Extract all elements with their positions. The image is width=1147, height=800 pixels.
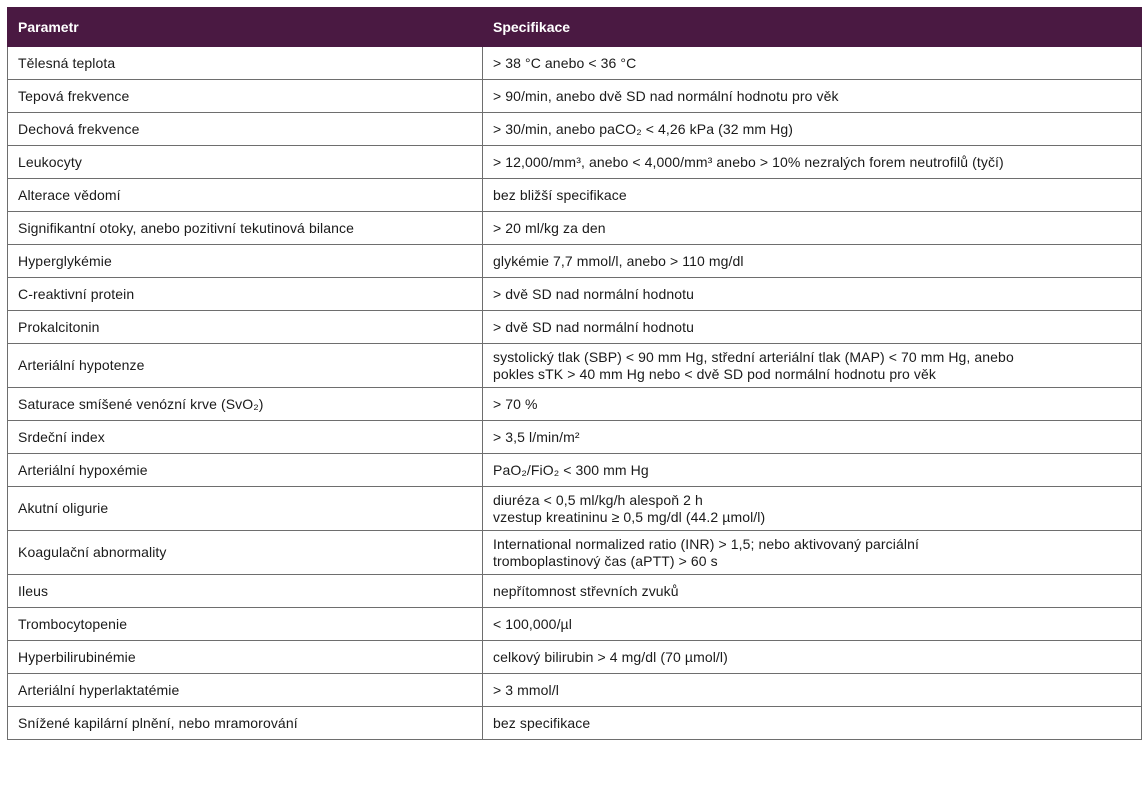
parameter-cell: Tělesná teplota [8, 47, 483, 80]
specification-line: > 20 ml/kg za den [493, 219, 606, 236]
parameter-cell: C-reaktivní protein [8, 278, 483, 311]
table-row [8, 146, 1142, 179]
table-row [8, 388, 1142, 421]
specification-line: bez specifikace [493, 714, 591, 731]
specification-line: nepřítomnost střevních zvuků [493, 582, 679, 599]
specification-cell [483, 47, 1142, 80]
specification-cell [483, 278, 1142, 311]
table-row [8, 707, 1142, 740]
specification-cell [483, 245, 1142, 278]
specification-line: systolický tlak (SBP) < 90 mm Hg, střední arteriální tlak (MAP) < 70 mm Hg, anebo [493, 348, 1014, 365]
table-body [8, 47, 1142, 740]
table-row [8, 531, 1142, 575]
specification-line: < 100,000/µl [493, 615, 572, 632]
table-row [8, 47, 1142, 80]
table-row [8, 421, 1142, 454]
table-row [8, 674, 1142, 707]
parameter-cell: Dechová frekvence [8, 113, 483, 146]
parameter-cell: Saturace smíšené venózní krve (SvO₂) [8, 388, 483, 421]
specification-line: > 70 % [493, 395, 538, 412]
specification-line: bez bližší specifikace [493, 186, 627, 203]
specification-line: International normalized ratio (INR) > 1,5; nebo aktivovaný parciální [493, 535, 919, 552]
parameter-cell: Arteriální hyperlaktatémie [8, 674, 483, 707]
parameter-cell: Prokalcitonin [8, 311, 483, 344]
parameter-cell: Koagulační abnormality [8, 531, 483, 575]
table-row [8, 80, 1142, 113]
specification-line: > 90/min, anebo dvě SD nad normální hodnotu pro věk [493, 87, 839, 104]
specification-line: > dvě SD nad normální hodnotu [493, 318, 694, 335]
specification-cell [483, 388, 1142, 421]
specification-cell [483, 608, 1142, 641]
parameter-cell: Srdeční index [8, 421, 483, 454]
table-row [8, 311, 1142, 344]
parameter-cell: Trombocytopenie [8, 608, 483, 641]
parameter-cell: Ileus [8, 575, 483, 608]
parameter-cell: Akutní oligurie [8, 487, 483, 531]
specification-cell [483, 674, 1142, 707]
table-row [8, 212, 1142, 245]
table-row [8, 278, 1142, 311]
specification-line: tromboplastinový čas (aPTT) > 60 s [493, 552, 718, 569]
specification-line: > dvě SD nad normální hodnotu [493, 285, 694, 302]
specification-line: > 38 °C anebo < 36 °C [493, 54, 637, 71]
specification-line: > 30/min, anebo paCO₂ < 4,26 kPa (32 mm Hg) [493, 120, 793, 137]
parameter-cell: Leukocyty [8, 146, 483, 179]
specification-cell [483, 212, 1142, 245]
specification-line: PaO₂/FiO₂ < 300 mm Hg [493, 461, 649, 478]
parameter-cell: Hyperbilirubinémie [8, 641, 483, 674]
specification-cell [483, 531, 1142, 575]
specification-cell [483, 454, 1142, 487]
specification-cell [483, 344, 1142, 388]
parameter-cell: Signifikantní otoky, anebo pozitivní tekutinová bilance [8, 212, 483, 245]
criteria-table [7, 7, 1142, 740]
parameter-cell: Arteriální hypotenze [8, 344, 483, 388]
specification-cell [483, 80, 1142, 113]
specification-line: > 12,000/mm³, anebo < 4,000/mm³ anebo > 10% nezralých forem neutrofilů (tyčí) [493, 153, 1004, 170]
specification-line: diuréza < 0,5 ml/kg/h alespoň 2 h [493, 491, 703, 508]
table-row [8, 113, 1142, 146]
specification-line: > 3,5 l/min/m² [493, 428, 580, 445]
parameter-cell: Tepová frekvence [8, 80, 483, 113]
specification-line: glykémie 7,7 mmol/l, anebo > 110 mg/dl [493, 252, 744, 269]
specification-cell [483, 146, 1142, 179]
parameter-cell: Arteriální hypoxémie [8, 454, 483, 487]
specification-cell [483, 311, 1142, 344]
table-row [8, 641, 1142, 674]
specification-line: vzestup kreatininu ≥ 0,5 mg/dl (44.2 µmol/l) [493, 508, 766, 525]
specification-cell [483, 487, 1142, 531]
table-row [8, 487, 1142, 531]
table-row [8, 608, 1142, 641]
specification-cell [483, 641, 1142, 674]
parameter-cell: Hyperglykémie [8, 245, 483, 278]
specification-cell [483, 113, 1142, 146]
specification-cell [483, 421, 1142, 454]
specification-line: celkový bilirubin > 4 mg/dl (70 µmol/l) [493, 648, 728, 665]
specification-cell [483, 707, 1142, 740]
criteria-table-container [7, 7, 1141, 740]
specification-cell [483, 179, 1142, 212]
table-row [8, 179, 1142, 212]
specification-cell [483, 575, 1142, 608]
specification-line: pokles sTK > 40 mm Hg nebo < dvě SD pod normální hodnotu pro věk [493, 365, 936, 382]
table-row [8, 245, 1142, 278]
header-parametr: Parametr [8, 8, 483, 47]
parameter-cell: Snížené kapilární plnění, nebo mramorování [8, 707, 483, 740]
header-specifikace: Specifikace [483, 8, 1142, 47]
table-row [8, 454, 1142, 487]
table-row [8, 575, 1142, 608]
specification-line: > 3 mmol/l [493, 681, 559, 698]
parameter-cell: Alterace vědomí [8, 179, 483, 212]
table-row [8, 344, 1142, 388]
table-header-row [8, 8, 1142, 47]
